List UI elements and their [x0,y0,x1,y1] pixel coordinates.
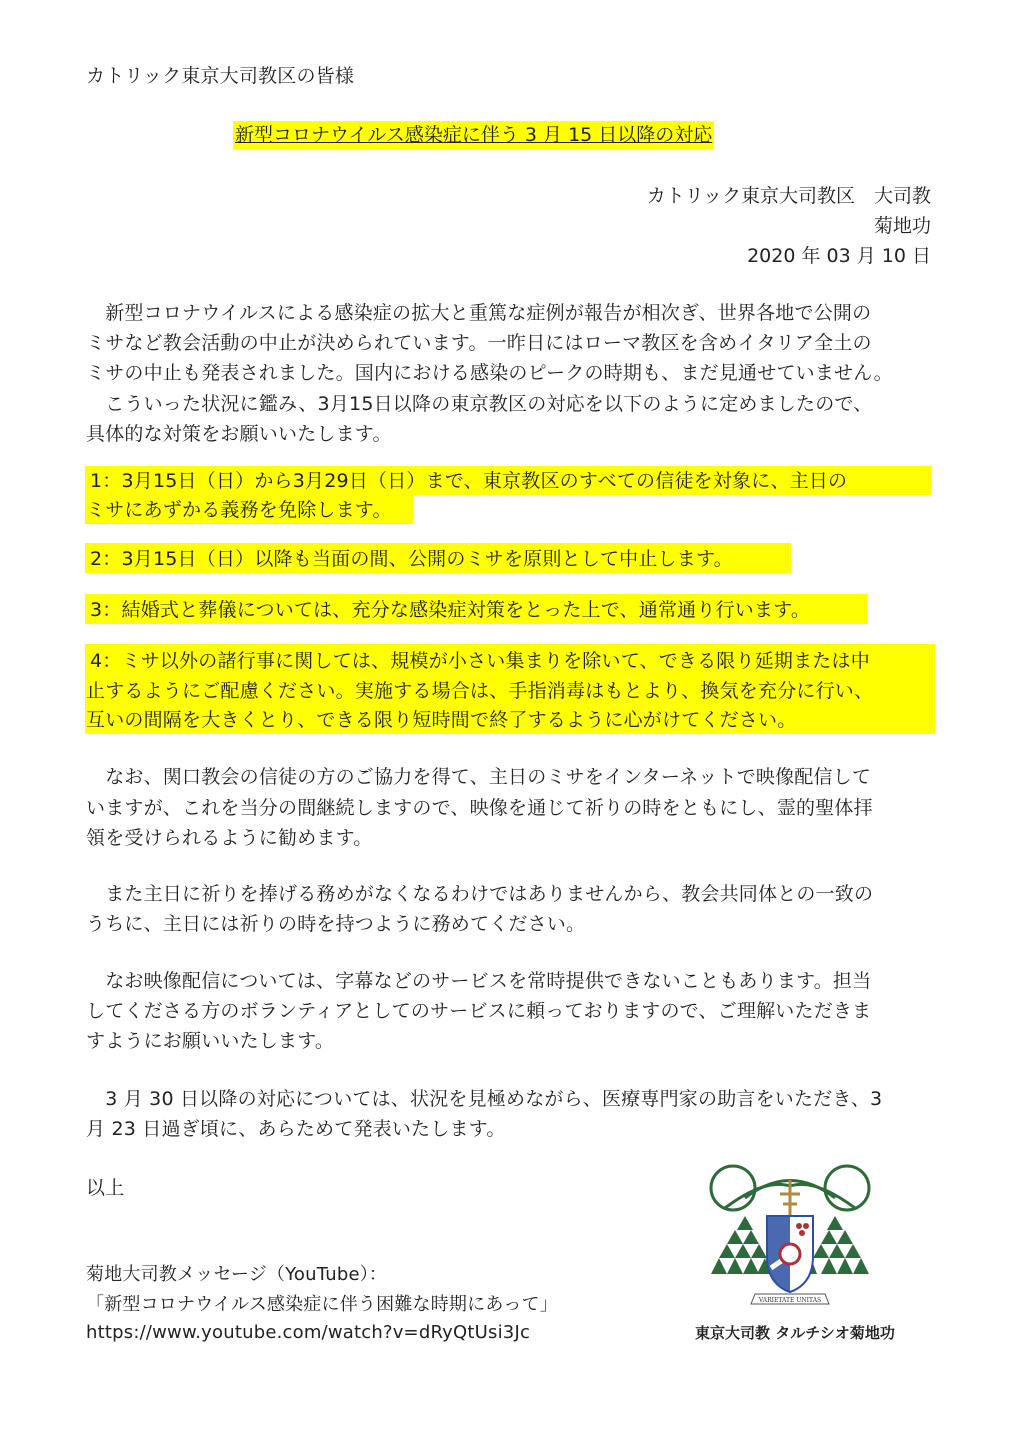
text-line: いますが、これを当分の間継続しますので、映像を通じて祈りの時をともにし、霊的聖体拝 [86,797,873,819]
text-line: また主日に祈りを捧げる務めがなくなるわけではありませんから、教会共同体との一致の [86,883,874,905]
text-line: ミサの中止も発表されました。国内における感染のピークの時期も、まだ見通せていません。 [86,362,893,384]
tassels-left [711,1216,771,1274]
text-line: 3：結婚式と葬儀については、充分な感染症対策をとった上で、通常通り行います。 [90,599,811,621]
text-line: してくださる方のボランティアとしてのサービスに頼っておりますので、ご理解いただきま [86,1000,872,1022]
text-line: なお映像配信については、字幕などのサービスを常時提供できないこともあります。担当 [86,970,872,992]
text-line: ミサにあずかる義務を免除します。 [86,499,392,521]
motto-text: VARIETATE UNITAS [758,1297,822,1304]
text-line: 1：3月15日（日）から3月29日（日）まで、東京教区のすべての信徒を対象に、主日の [90,470,848,492]
text-line: 月 23 日過ぎ頃に、あらためて発表いたします。 [86,1118,506,1140]
salutation: カトリック東京大司教区の皆様 [86,65,355,87]
document-title: 新型コロナウイルス感染症に伴う 3 月 15 日以降の対応 [233,121,714,149]
text-line: こういった状況に鑑み、3月15日以降の東京教区の対応を以下のように定めましたので、 [86,393,873,415]
coat-of-arms [705,1158,875,1318]
text-line: 4：ミサ以外の諸行事に関しては、規模が小さい集まりを除いて、できる限り延期または中 [90,650,870,672]
sender-name: 菊地功 [873,215,931,237]
text-line: なお、関口教会の信徒の方のご協力を得て、主日のミサをインターネットで映像配信して [86,766,872,788]
seal-caption: 東京大司教 タルチシオ菊地功 [695,1324,895,1342]
text-line: うちに、主日には祈りの時を持つように務めてください。 [86,913,586,935]
text-line: 互いの間隔を大きくとり、できる限り短時間で終了するように心がけてください。 [86,709,797,731]
text-line: 領を受けられるように勧めます。 [86,827,373,849]
youtube-link[interactable]: https://www.youtube.com/watch?v=dRyQtUsi3Jc [86,1322,531,1343]
text-line: すようにお願いいたします。 [86,1030,335,1052]
text-line: 止するようにご配慮ください。実施する場合は、手指消毒はもとより、換気を充分に行い、 [86,680,874,702]
text-line: 新型コロナウイルスによる感染症の拡大と重篤な症例が報告が相次ぎ、世界各地で公開の [86,302,872,324]
footer-label: 菊地大司教メッセージ（YouTube）： [86,1264,388,1285]
text-line: 2：3月15日（日）以降も当面の間、公開のミサを原則として中止します。 [90,548,733,570]
sender-org: カトリック東京大司教区 大司教 [646,185,931,207]
shield-icon [767,1216,813,1292]
letter-date: 2020 年 03 月 10 日 [747,245,931,267]
text-line: 3 月 30 日以降の対応については、状況を見極めながら、医療専門家の助言をいただき、3 [86,1088,883,1110]
text-line: 具体的な対策をお願いいたします。 [86,423,392,445]
footer-video-title: 「新型コロナウイルス感染症に伴う困難な時期にあって」 [86,1294,558,1315]
text-line: ミサなど教会活動の中止が決められています。一昨日にはローマ教区を含めイタリア全土の [86,332,872,354]
closing: 以上 [86,1177,125,1199]
